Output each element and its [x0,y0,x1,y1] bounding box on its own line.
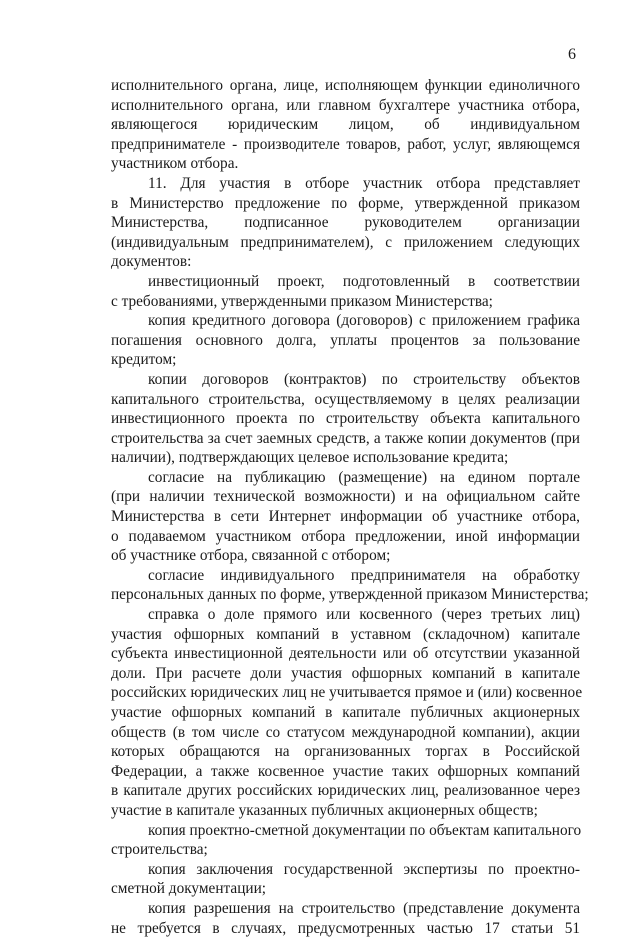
text-line: документов: [111,253,192,271]
text-line: копия заключения государственной экспертизы по проектно- [148,860,580,878]
text-line: копии договоров (контрактов) по строительству объектов [148,370,580,388]
text-line: доли. При расчете доли участия офшорных компаний в капитале [111,664,580,682]
text-line: согласие индивидуального предпринимателя на обработку [148,566,580,584]
text-line: Министерства, подписанное руководителем организации [111,214,580,232]
text-line: участником отбора. [111,155,239,173]
text-line: персональных данных по форме, утвержденной приказом Министерства; [111,586,589,604]
text-line: субъекта инвестиционной деятельности или об отсутствии указанной [111,645,580,663]
text-line: российских юридических лиц не учитывается прямое и (или) косвенное [111,684,583,702]
document-body [111,76,589,938]
text-line: инвестиционного проекта по строительству объекта капитального [111,410,580,428]
text-line: Министерства в сети Интернет информации об участнике отбора, [111,508,580,526]
text-line: с требованиями, утвержденными приказом Министерства; [111,292,493,310]
text-line: согласие на публикацию (размещение) на едином портале [148,468,580,486]
text-line: участия офшорных компаний в уставном (складочном) капитале [111,625,580,643]
text-line: (индивидуальным предпринимателем), с приложением следующих [111,233,580,251]
text-line: в капитале других российских юридических лиц, реализованное через [111,782,580,800]
text-line: о подаваемом участником отбора предложении, иной информации [111,527,580,545]
text-line: копия проектно-сметной документации по объектам капитального [148,821,582,839]
text-line: в Министерство предложение по форме, утвержденной приказом [111,194,580,212]
text-line: исполнительного органа, или главном бухгалтере участника отбора, [111,96,580,114]
text-line: исполнительного органа, лице, исполняющем функции единоличного [111,77,580,94]
text-line: сметной документации; [111,880,267,898]
text-line: кредитом; [111,351,177,369]
text-line: 11. Для участия в отборе участник отбора представляет [148,174,580,192]
text-line: копия разрешения на строительство (представление документа [148,899,580,917]
text-line: строительства; [111,841,208,859]
text-line: участие в капитале указанных публичных акционерных обществ; [111,801,538,819]
text-line: капитального строительства, осуществляемому в целях реализации [111,390,580,408]
text-line: являющегося юридическим лицом, об индивидуальном [111,116,580,134]
text-line: участие офшорных компаний в капитале публичных акционерных [111,704,580,721]
text-line: Федерации, а также косвенное участие таких офшорных компаний [111,762,580,780]
text-line: обществ (в том числе со статусом международной компании), акции [111,723,580,741]
text-line: (при наличии технической возможности) и на официальном сайте [111,488,580,506]
text-line: копия кредитного договора (договоров) с приложением графика [148,312,580,330]
text-line: не требуется в случаях, предусмотренных частью 17 статьи 51 [111,919,580,937]
text-line: инвестиционный проект, подготовленный в соответствии [148,272,580,290]
text-line: наличии), подтверждающих целевое использование кредита; [111,449,509,467]
text-line: справка о доле прямого или косвенного (через третьих лиц) [148,606,580,624]
page-number: 6 [568,46,576,63]
text-line: строительства за счет заемных средств, а также копии документов (при [111,429,580,447]
text-line: предпринимателе - производителе товаров, работ, услуг, являющемся [111,135,580,153]
text-line: которых обращаются на организованных торгах в Российской [111,743,580,761]
text-line: погашения основного долга, уплаты процентов за пользование [111,331,580,349]
text-line: об участнике отбора, связанной с отбором; [111,547,391,565]
